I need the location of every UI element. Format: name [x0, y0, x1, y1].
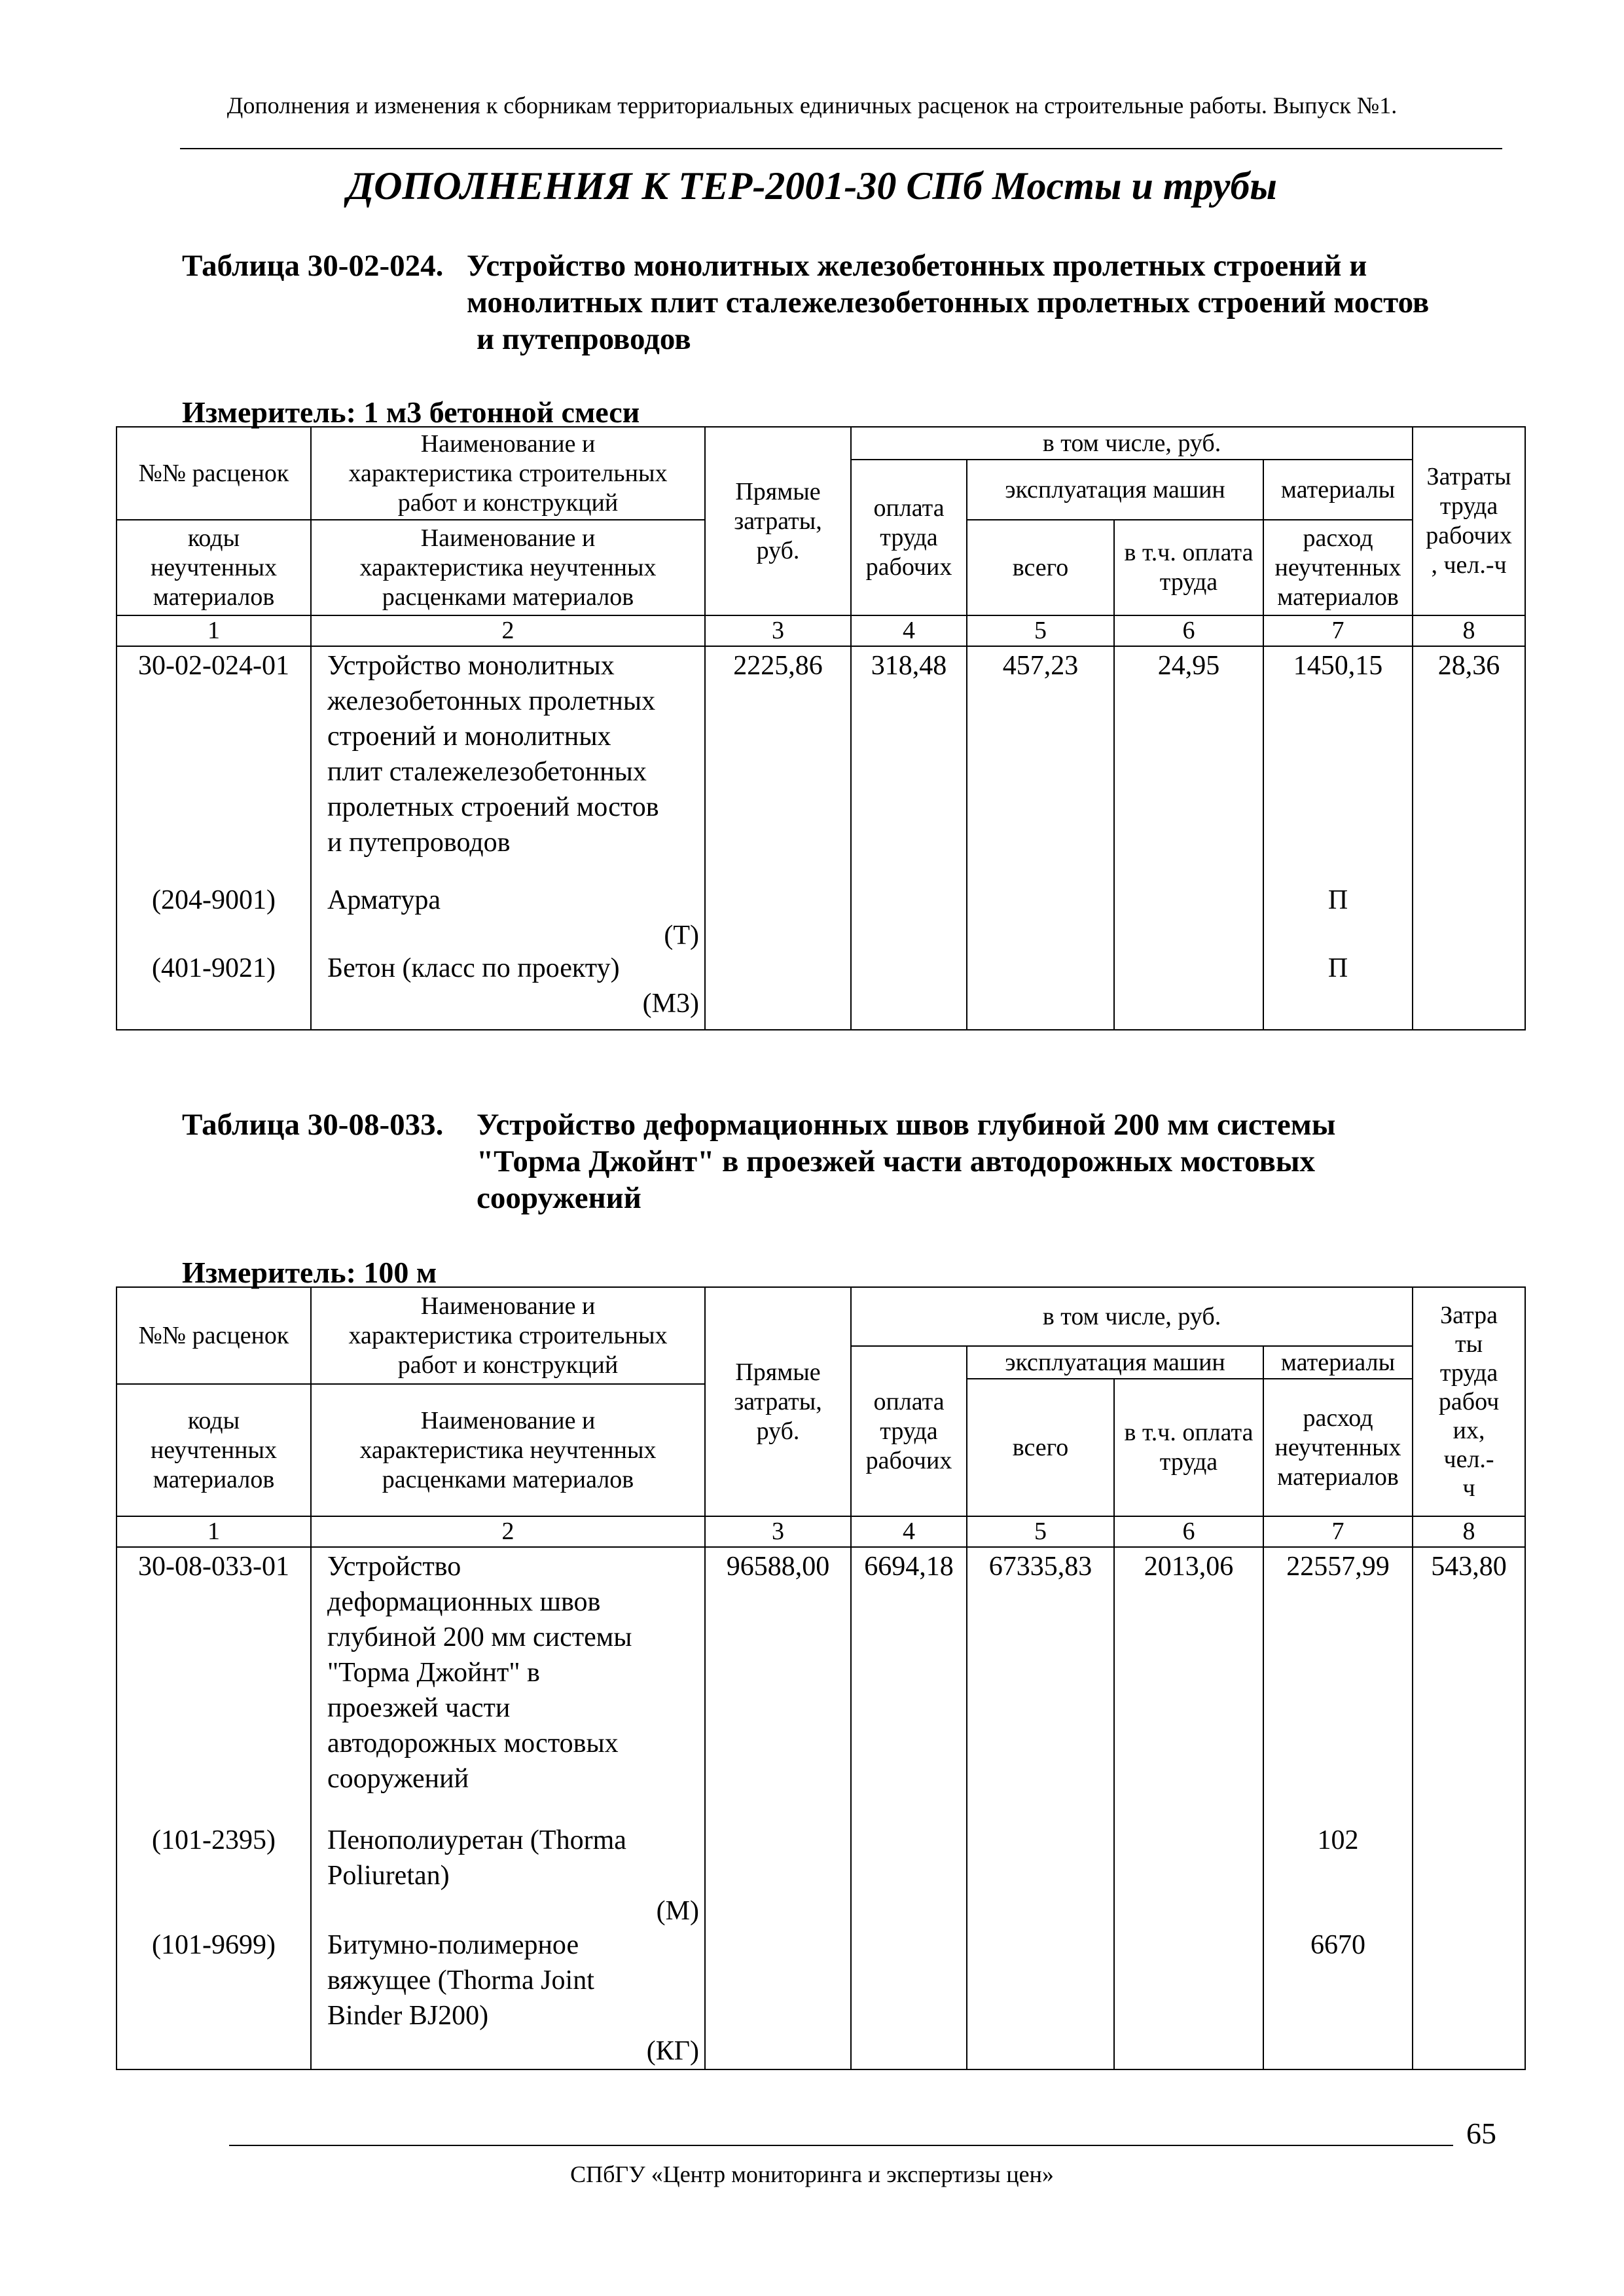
- t1-h-mach-total: всего: [967, 520, 1114, 615]
- t2-materials: 22557,99 102 6670: [1263, 1547, 1413, 2069]
- t1-mach-labor: 24,95: [1114, 646, 1263, 1030]
- t2-num: 1: [117, 1516, 311, 1547]
- page-header: Дополнения и изменения к сборникам территориальных единичных расценок на строительные работы. Выпуск №1.: [226, 92, 1398, 118]
- t2-row-name: Устройство деформационных швов глубиной 200 мм системы "Торма Джойнт" в проезжей части автодорожных мостовых сооружений: [327, 1552, 632, 1794]
- t1-h-materials: материалы: [1263, 460, 1413, 520]
- page-number: 65: [1466, 2117, 1496, 2150]
- t2-row-code: 30-08-033-01: [138, 1552, 289, 1582]
- t2-mat2-qty: 6670: [1310, 1930, 1366, 1960]
- t1-h-code-top: №№ расценок: [117, 427, 311, 520]
- t2-h-hours: Затра ты труда рабоч их, чел.- ч: [1413, 1287, 1525, 1516]
- table1-caption-line2: монолитных плит сталежелезобетонных пролетных строений мостов: [467, 285, 1430, 319]
- t2-mat1-code: (101-2395): [152, 1825, 276, 1855]
- t2-h-mach-total: всего: [967, 1379, 1114, 1516]
- footer-rule: [229, 2145, 1453, 2146]
- t2-h-direct: Прямые затраты, руб.: [705, 1287, 851, 1516]
- t1-h-hours: Затраты труда рабочих , чел.-ч: [1413, 427, 1525, 615]
- table2-caption-line1: Устройство деформационных швов глубиной 200 мм системы: [477, 1108, 1336, 1142]
- t2-num: 2: [311, 1516, 705, 1547]
- table1-measure: Измеритель: 1 м3 бетонной смеси: [182, 395, 640, 429]
- t1-mat1-name: Арматура (Т): [327, 885, 699, 951]
- t2-labor: 6694,18: [851, 1547, 967, 2069]
- t2-h-mat-qty: расход неучтенных материалов: [1263, 1379, 1413, 1516]
- t2-num: 4: [851, 1516, 967, 1547]
- t1-mat2-qty: П: [1327, 953, 1348, 983]
- t1-mat1-code: (204-9001): [152, 885, 276, 915]
- t2-h-name-bottom: Наименование и характеристика неучтенных расценками материалов: [311, 1384, 705, 1516]
- table2-caption-label: Таблица 30-08-033.: [182, 1108, 444, 1142]
- t2-hours: 543,80: [1413, 1547, 1525, 2069]
- table1: [116, 426, 1526, 1030]
- t1-h-including: в том числе, руб.: [851, 427, 1413, 460]
- t1-num: 5: [967, 615, 1114, 646]
- t2-h-mach-labor: в т.ч. оплата труда: [1114, 1379, 1263, 1516]
- t1-mat2-name: Бетон (класс по проекту) (М3): [327, 953, 699, 1019]
- table1-caption: [182, 247, 1491, 359]
- t1-mat1-qty: П: [1327, 885, 1348, 915]
- t1-num: 6: [1114, 615, 1263, 646]
- t2-mat2-code: (101-9699): [152, 1930, 276, 1960]
- table2: [116, 1286, 1526, 2070]
- t1-num: 7: [1263, 615, 1413, 646]
- table2-measure: Измеритель: 100 м: [182, 1256, 437, 1289]
- t2-h-materials: материалы: [1263, 1346, 1413, 1379]
- t1-h-machines: эксплуатация машин: [967, 460, 1263, 520]
- t1-num: 8: [1413, 615, 1525, 646]
- t1-num: 4: [851, 615, 967, 646]
- t2-body-names: [311, 1547, 705, 2069]
- t2-mat1-qty: 102: [1317, 1825, 1359, 1855]
- t2-mat2-name: Битумно-полимерное вяжущее (Thorma Joint Binder BJ200) (КГ): [327, 1930, 699, 2066]
- t1-h-name-bottom: Наименование и характеристика неучтенных расценками материалов: [311, 520, 705, 615]
- t2-direct: 96588,00: [705, 1547, 851, 2069]
- t1-h-labor: оплата труда рабочих: [851, 460, 967, 615]
- t2-mach-labor: 2013,06: [1114, 1547, 1263, 2069]
- t2-h-machines: эксплуатация машин: [967, 1346, 1263, 1379]
- t1-h-direct: Прямые затраты, руб.: [705, 427, 851, 615]
- t1-h-mach-labor: в т.ч. оплата труда: [1114, 520, 1263, 615]
- t1-row-code: 30-02-024-01: [138, 651, 289, 681]
- t1-materials: 1450,15 П П: [1263, 646, 1413, 1030]
- t2-h-code-top: №№ расценок: [117, 1287, 311, 1384]
- t1-num: 1: [117, 615, 311, 646]
- table2-caption-line3: сооружений: [477, 1181, 641, 1215]
- t1-hours: 28,36: [1413, 646, 1525, 1030]
- t2-body-codes: [117, 1547, 311, 2069]
- t1-mach-total: 457,23: [967, 646, 1114, 1030]
- table2-caption-line2: "Торма Джойнт" в проезжей части автодорожных мостовых: [477, 1144, 1316, 1178]
- t1-num: 2: [311, 615, 705, 646]
- t2-h-including: в том числе, руб.: [851, 1287, 1413, 1346]
- t2-num: 6: [1114, 1516, 1263, 1547]
- t2-mat1-name: Пенополиуретан (Thorma Poliuretan) (М): [327, 1825, 699, 1926]
- t2-h-code-bottom: коды неучтенных материалов: [117, 1384, 311, 1516]
- t1-h-mat-qty: расход неучтенных материалов: [1263, 520, 1413, 615]
- t1-row-name: Устройство монолитных железобетонных пролетных строений и монолитных плит сталежелезобетонных пролетных строений мостов и путепроводов: [327, 651, 659, 858]
- t2-num: 7: [1263, 1516, 1413, 1547]
- document-title: ДОПОЛНЕНИЯ К ТЕР-2001-30 СПб Мосты и трубы: [347, 164, 1277, 208]
- t1-body-codes: [117, 646, 311, 1030]
- t1-direct: 2225,86: [705, 646, 851, 1030]
- table1-caption-line3: и путепроводов: [477, 322, 691, 356]
- t1-h-code-bottom: коды неучтенных материалов: [117, 520, 311, 615]
- t2-num: 8: [1413, 1516, 1525, 1547]
- table1-caption-line1: Устройство монолитных железобетонных пролетных строений и: [467, 249, 1367, 283]
- header-rule: [180, 148, 1502, 149]
- t1-body-names: [311, 646, 705, 1030]
- t1-mat2-code: (401-9021): [152, 953, 276, 983]
- t2-h-labor: оплата труда рабочих: [851, 1346, 967, 1516]
- t1-h-name-top: Наименование и характеристика строительных работ и конструкций: [311, 427, 705, 520]
- table1-caption-label: Таблица 30-02-024.: [182, 249, 444, 283]
- table2-caption: [182, 1106, 1491, 1218]
- t2-num: 3: [705, 1516, 851, 1547]
- t1-labor: 318,48: [851, 646, 967, 1030]
- page-footer: СПбГУ «Центр мониторинга и экспертизы цен»: [570, 2161, 1054, 2187]
- t1-num: 3: [705, 615, 851, 646]
- t2-h-name-top: Наименование и характеристика строительных работ и конструкций: [311, 1287, 705, 1384]
- t2-num: 5: [967, 1516, 1114, 1547]
- t2-mach-total: 67335,83: [967, 1547, 1114, 2069]
